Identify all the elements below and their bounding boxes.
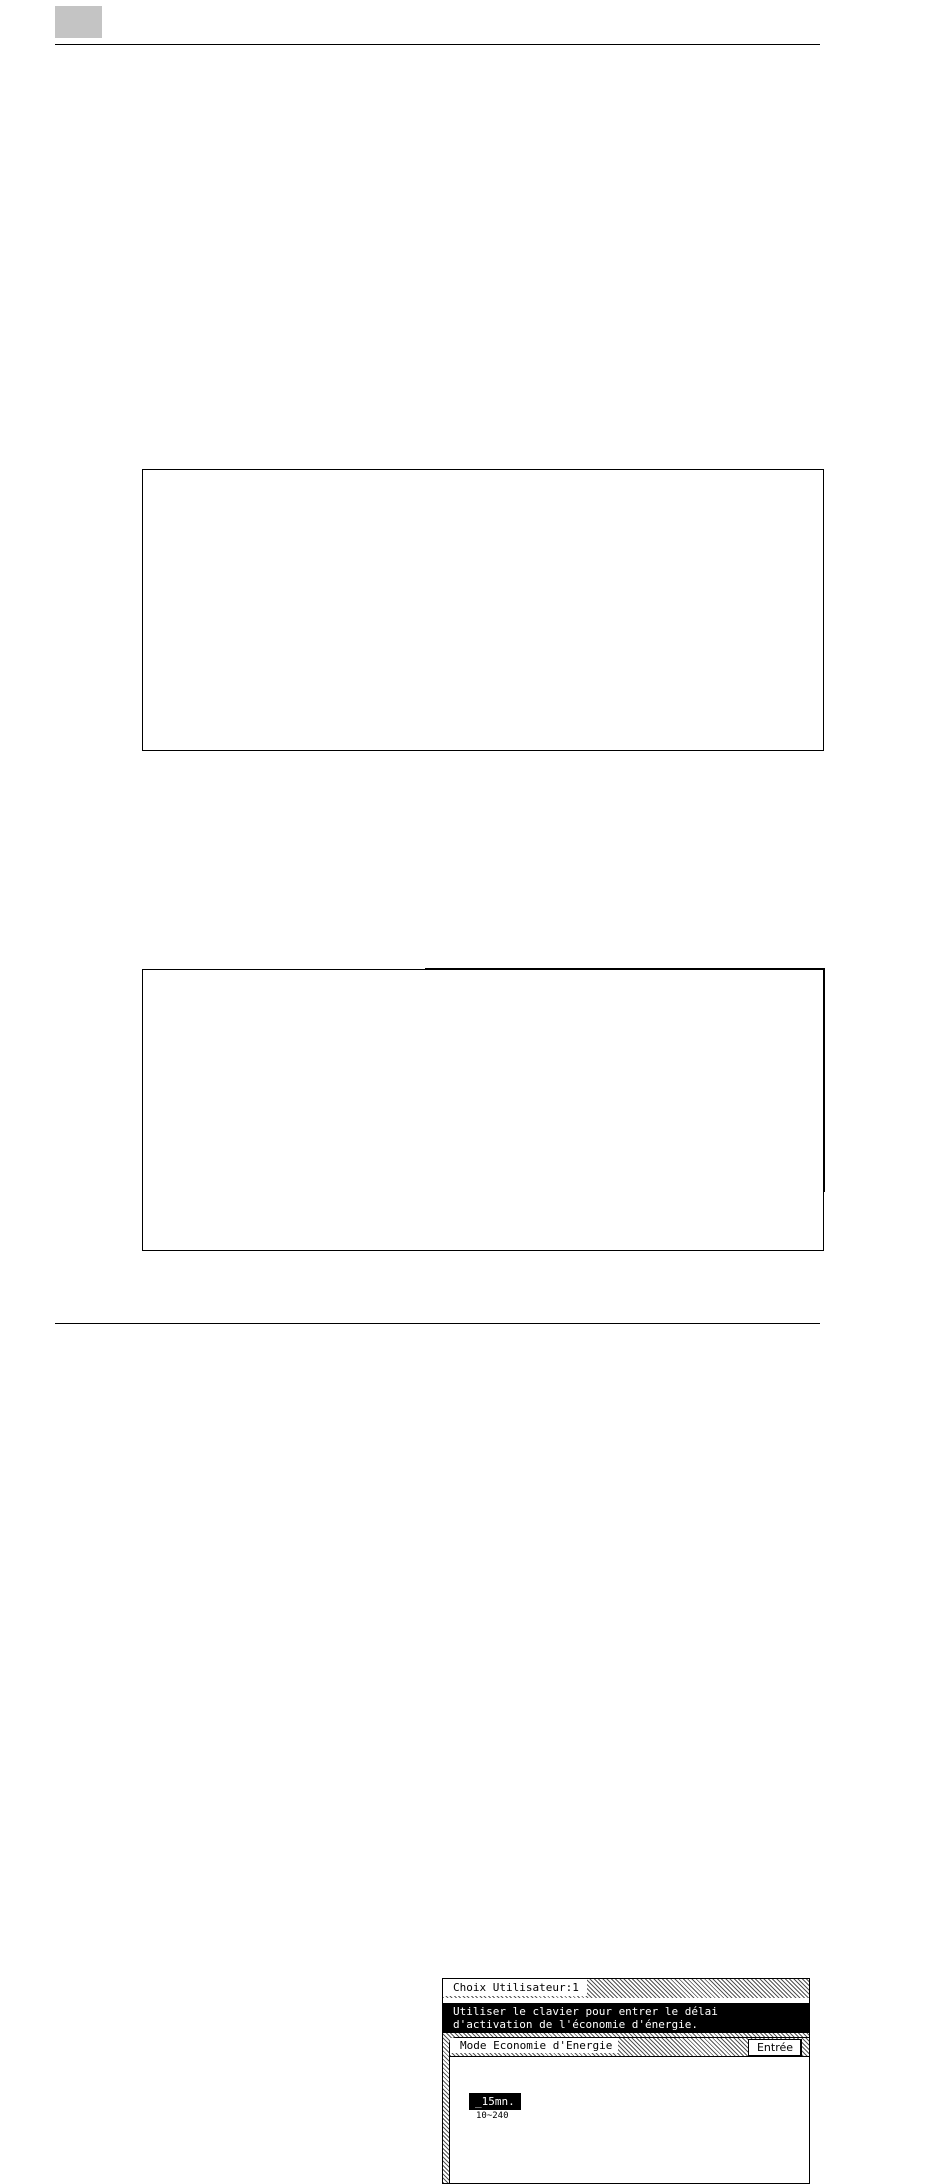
header-rule — [55, 44, 820, 45]
figure-energy-save-entry — [142, 969, 824, 2121]
message-line-1: Utiliser le clavier pour entrer le délai — [453, 2005, 718, 2018]
figure-user-settings-page2 — [142, 469, 824, 751]
entry-title: Mode Economie d'Energie — [450, 2038, 618, 2053]
footer-rule — [55, 1323, 820, 1324]
minutes-input[interactable]: _15mn. — [469, 2093, 521, 2110]
entry-panel — [449, 2037, 810, 2184]
enter-button[interactable]: Entrée — [748, 2039, 802, 2057]
screen-title: Choix Utilisateur:1 — [443, 1979, 587, 1996]
title-bar — [443, 1979, 809, 1998]
chapter-marker — [55, 6, 102, 38]
entry-header — [450, 2038, 810, 2057]
entry-area — [443, 2033, 809, 2183]
allowed-range: 10~240 — [476, 2111, 509, 2121]
control-panel-screen-entry — [442, 1978, 810, 2184]
message-line-2: d'activation de l'économie d'énergie. — [453, 2018, 699, 2031]
instruction-message — [443, 2003, 809, 2033]
